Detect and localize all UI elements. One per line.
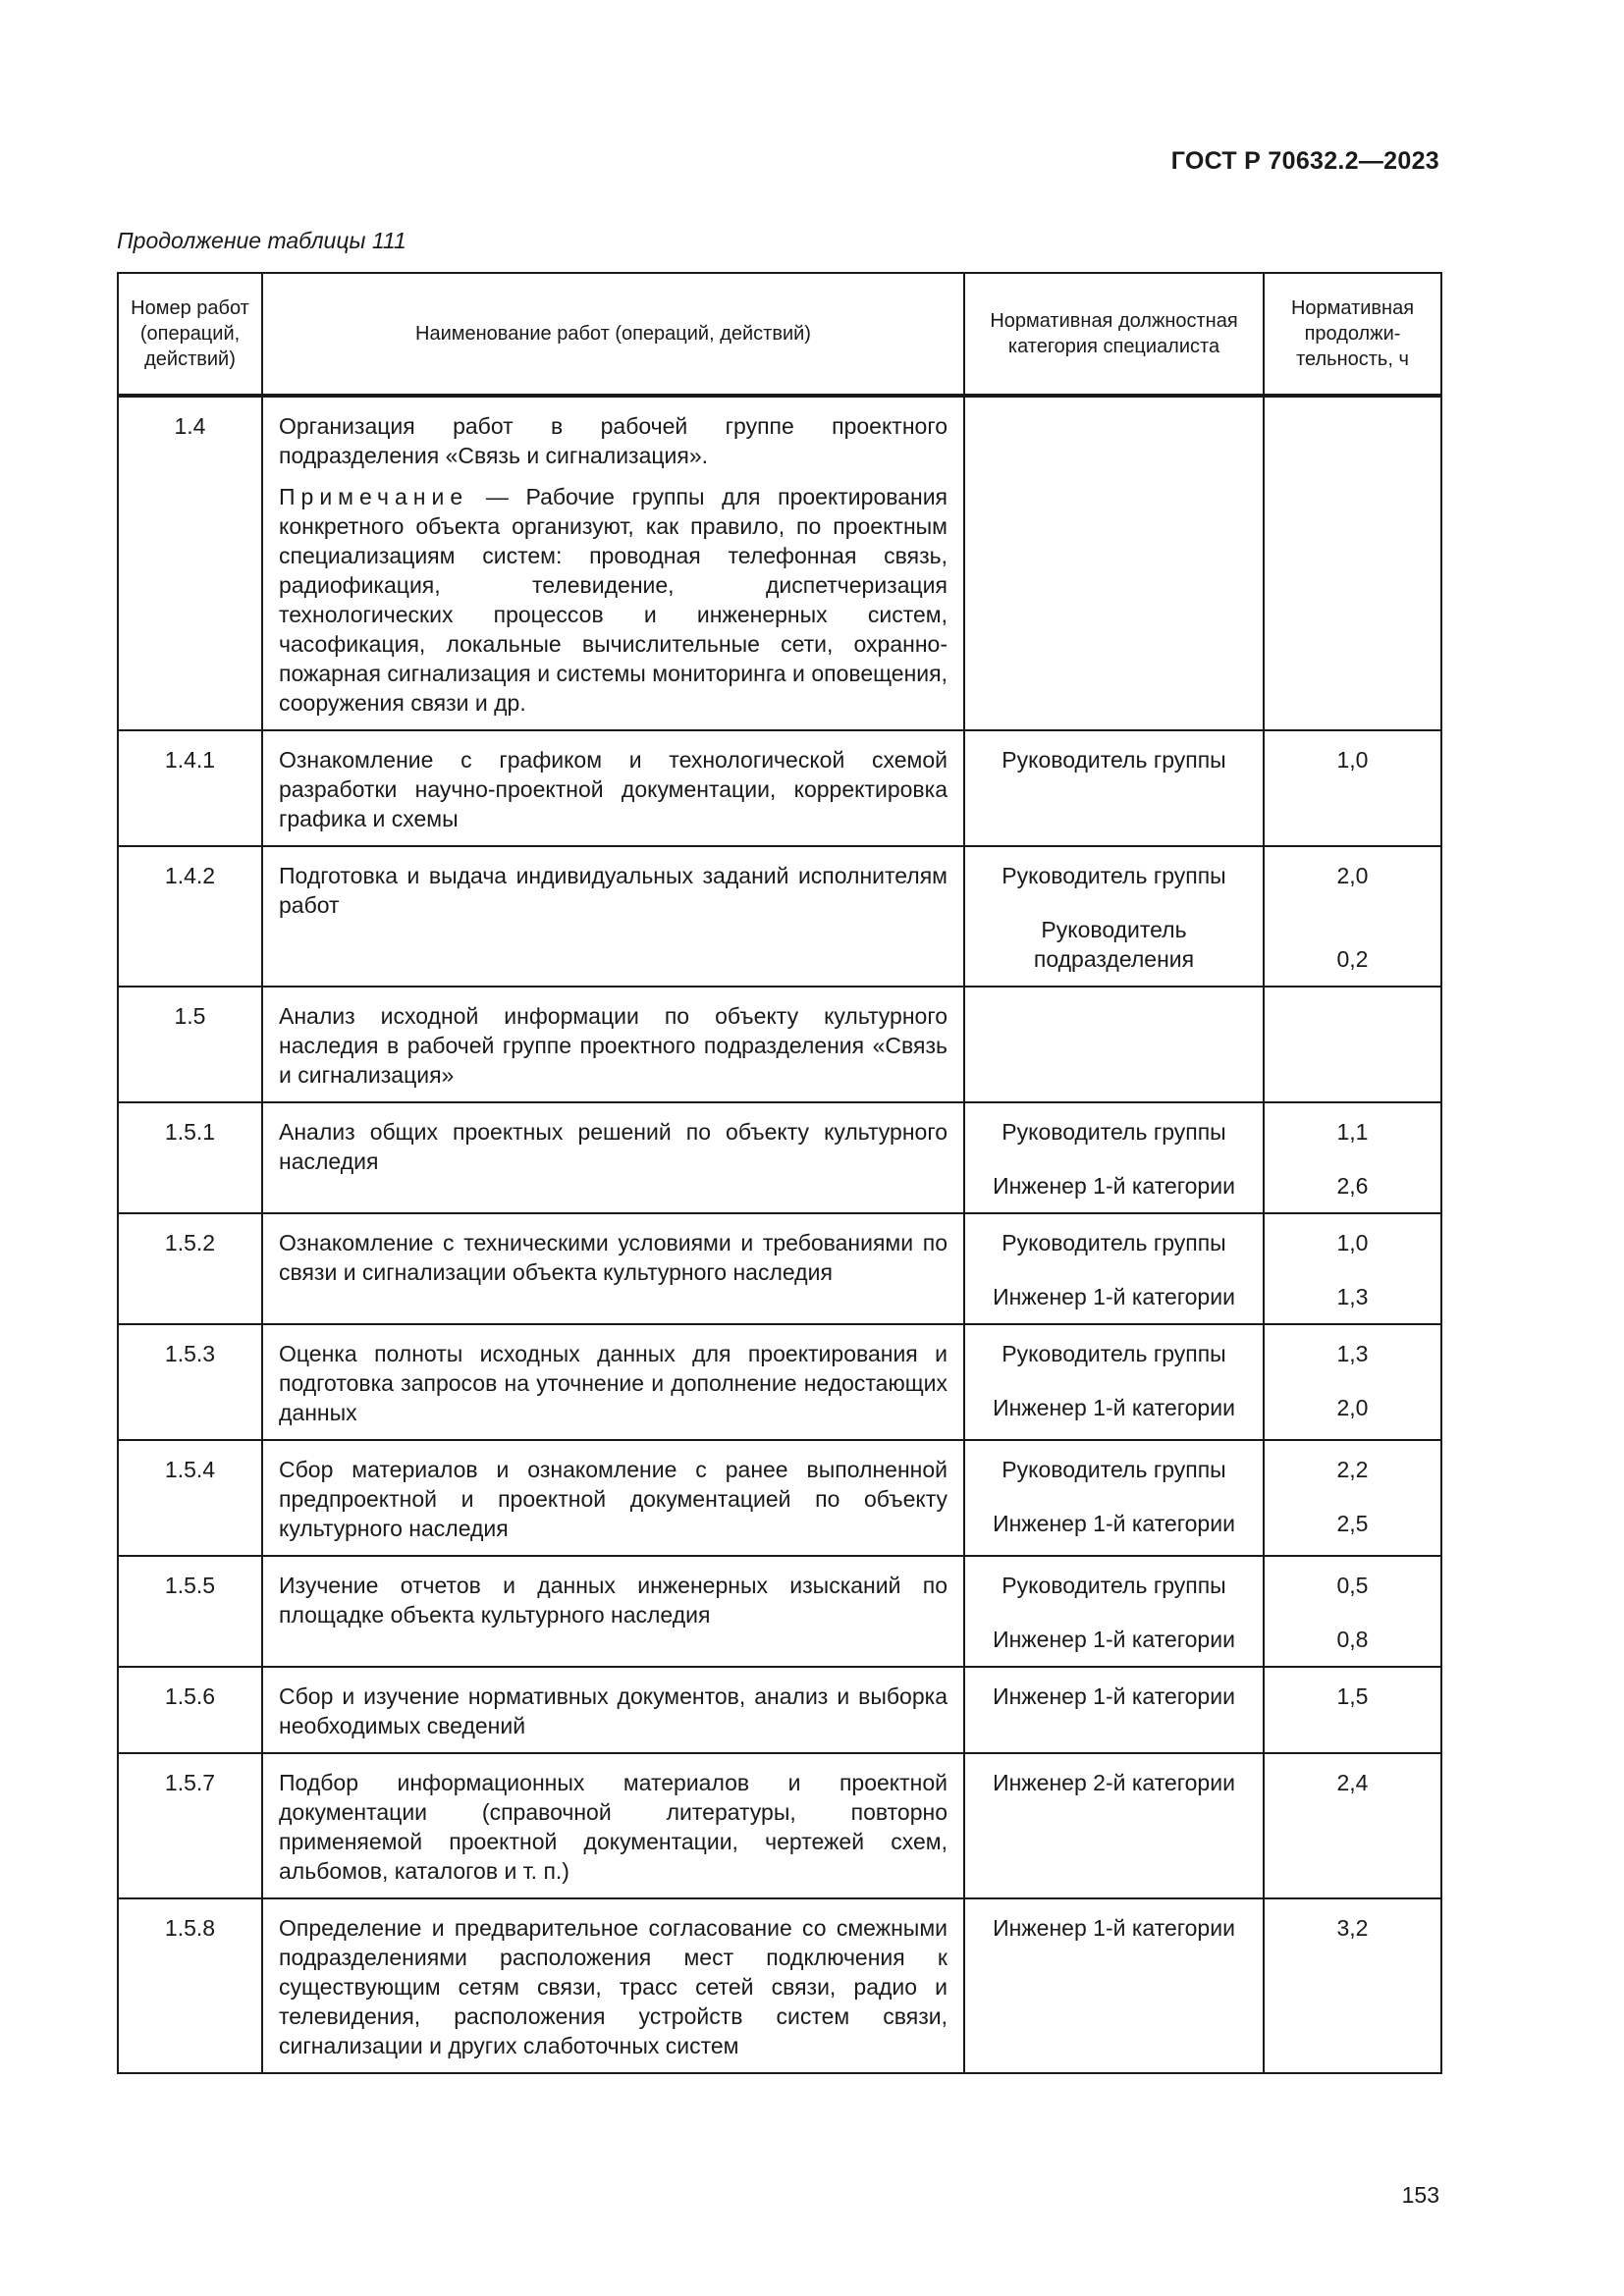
duration-value: 2,0 (1336, 863, 1369, 888)
table-row (118, 1898, 1441, 2073)
work-number: 1.5 (118, 987, 262, 1102)
duration-value: 2,6 (1336, 1173, 1369, 1199)
work-name-text: Организация работ в рабочей группе проектного подразделения «Связь и сигнализация». (279, 413, 947, 468)
work-name: Сбор и изучение нормативных документов, анализ и выборка необходимых сведений (262, 1667, 964, 1753)
duration-value: 0,5 (1336, 1573, 1369, 1598)
work-duration (1264, 846, 1441, 987)
category-value: Руководитель группы (1001, 863, 1226, 888)
category-value: Инженер 1-й категории (993, 1511, 1235, 1536)
work-number: 1.5.6 (118, 1667, 262, 1753)
work-name: Подбор информационных материалов и проектной документации (справочной литературы, повторно применяемой проектной документации, чертежей схем, альбомов, каталогов и т. п.) (262, 1753, 964, 1898)
work-category (964, 846, 1264, 987)
category-value: Инженер 1-й категории (993, 1395, 1235, 1420)
work-duration (1264, 1898, 1441, 2073)
work-name (262, 396, 964, 730)
work-category (964, 1667, 1264, 1753)
work-category (964, 1213, 1264, 1324)
table-row (118, 987, 1441, 1102)
table-row (118, 1440, 1441, 1556)
column-header-number: Номер работ (операций, действий) (118, 273, 262, 396)
duration-value: 1,3 (1336, 1284, 1369, 1309)
work-number: 1.4.2 (118, 846, 262, 987)
category-value: Инженер 1-й категории (993, 1173, 1235, 1199)
work-duration (1264, 1213, 1441, 1324)
category-value: Инженер 1-й категории (993, 1683, 1235, 1709)
work-category (964, 1753, 1264, 1898)
work-note (279, 482, 947, 718)
table-row (118, 846, 1441, 987)
work-category (964, 1556, 1264, 1667)
work-name: Анализ общих проектных решений по объекту культурного наследия (262, 1102, 964, 1213)
work-category (964, 396, 1264, 730)
column-header-category: Нормативная должностная категория специалиста (964, 273, 1264, 396)
work-number: 1.5.5 (118, 1556, 262, 1667)
work-duration (1264, 396, 1441, 730)
duration-value: 1,0 (1336, 747, 1369, 773)
category-value: Инженер 1-й категории (993, 1915, 1235, 1941)
work-duration (1264, 1324, 1441, 1440)
duration-value: 3,2 (1336, 1915, 1369, 1941)
table-row (118, 1102, 1441, 1213)
note-label: Примечание (279, 484, 469, 509)
note-text: — Рабочие группы для проектирования конкретного объекта организуют, как правило, по проектным специализациям систем: проводная телефонная связь, радиофикация, телевидение, диспетчеризация технологических процессов и инженерных систем, часофикация, локальные вычислительные сети, охранно-пожарная сигнализация и системы мониторинга и оповещения, сооружения связи и др. (279, 484, 947, 716)
work-category (964, 730, 1264, 846)
work-name: Изучение отчетов и данных инженерных изысканий по площадке объекта культурного наследия (262, 1556, 964, 1667)
category-value: Руководитель группы (1001, 747, 1226, 773)
category-value: Руководитель группы (1001, 1230, 1226, 1255)
work-name: Подготовка и выдача индивидуальных заданий исполнителям работ (262, 846, 964, 987)
duration-value: 1,0 (1336, 1230, 1369, 1255)
work-duration (1264, 1102, 1441, 1213)
page-number: 153 (1401, 2182, 1439, 2208)
duration-value: 1,1 (1336, 1119, 1369, 1145)
duration-value: 0,2 (1336, 946, 1369, 972)
table-row (118, 1213, 1441, 1324)
category-value-line: подразделения (1033, 946, 1195, 972)
work-duration (1264, 1753, 1441, 1898)
work-duration (1264, 987, 1441, 1102)
work-number: 1.5.4 (118, 1440, 262, 1556)
work-duration (1264, 730, 1441, 846)
duration-value: 2,5 (1336, 1511, 1369, 1536)
table-row (118, 1667, 1441, 1753)
category-value-line: Руководитель (1041, 917, 1187, 942)
table-row (118, 730, 1441, 846)
category-value: Руководитель группы (1001, 1341, 1226, 1366)
work-category (964, 1898, 1264, 2073)
table-caption: Продолжение таблицы 111 (117, 228, 406, 253)
work-duration (1264, 1556, 1441, 1667)
category-value: Руководитель группы (1001, 1573, 1226, 1598)
category-value: Инженер 2-й категории (993, 1770, 1235, 1795)
table-row (118, 1753, 1441, 1898)
work-number: 1.5.7 (118, 1753, 262, 1898)
work-category (964, 987, 1264, 1102)
work-duration (1264, 1440, 1441, 1556)
work-category (964, 1324, 1264, 1440)
column-header-name: Наименование работ (операций, действий) (262, 273, 964, 396)
category-value (973, 915, 1255, 974)
work-name: Определение и предварительное согласование со смежными подразделениями расположения мест подключения к существующим сетям связи, трасс сетей связи, радио и телевидения, расположения устройств систем связи, сигнализации и других слаботочных систем (262, 1898, 964, 2073)
work-name: Анализ исходной информации по объекту культурного наследия в рабочей группе проектного подразделения «Связь и сигнализация» (262, 987, 964, 1102)
work-name: Ознакомление с графиком и технологической схемой разработки научно-проектной документации, корректировка графика и схемы (262, 730, 964, 846)
work-name: Сбор материалов и ознакомление с ранее выполненной предпроектной и проектной документацией по объекту культурного наследия (262, 1440, 964, 1556)
table-row (118, 396, 1441, 730)
work-category (964, 1440, 1264, 1556)
column-header-duration: Нормативная продолжи-тельность, ч (1264, 273, 1441, 396)
category-value: Инженер 1-й категории (993, 1627, 1235, 1652)
work-number: 1.4.1 (118, 730, 262, 846)
document-code: ГОСТ Р 70632.2—2023 (1170, 147, 1439, 175)
work-duration (1264, 1667, 1441, 1753)
work-name: Оценка полноты исходных данных для проектирования и подготовка запросов на уточнение и дополнение недостающих данных (262, 1324, 964, 1440)
category-value: Руководитель группы (1001, 1457, 1226, 1482)
work-number: 1.4 (118, 396, 262, 730)
duration-value: 0,8 (1336, 1627, 1369, 1652)
work-number: 1.5.8 (118, 1898, 262, 2073)
table-header-row (118, 273, 1441, 396)
category-value: Инженер 1-й категории (993, 1284, 1235, 1309)
duration-value: 2,2 (1336, 1457, 1369, 1482)
category-value: Руководитель группы (1001, 1119, 1226, 1145)
duration-value: 1,5 (1336, 1683, 1369, 1709)
work-category (964, 1102, 1264, 1213)
work-number: 1.5.1 (118, 1102, 262, 1213)
duration-value: 2,4 (1336, 1770, 1369, 1795)
table-row (118, 1324, 1441, 1440)
duration-value: 1,3 (1336, 1341, 1369, 1366)
duration-value: 2,0 (1336, 1395, 1369, 1420)
norms-table (117, 272, 1442, 2074)
table-row (118, 1556, 1441, 1667)
work-number: 1.5.3 (118, 1324, 262, 1440)
work-name: Ознакомление с техническими условиями и требованиями по связи и сигнализации объекта культурного наследия (262, 1213, 964, 1324)
work-number: 1.5.2 (118, 1213, 262, 1324)
